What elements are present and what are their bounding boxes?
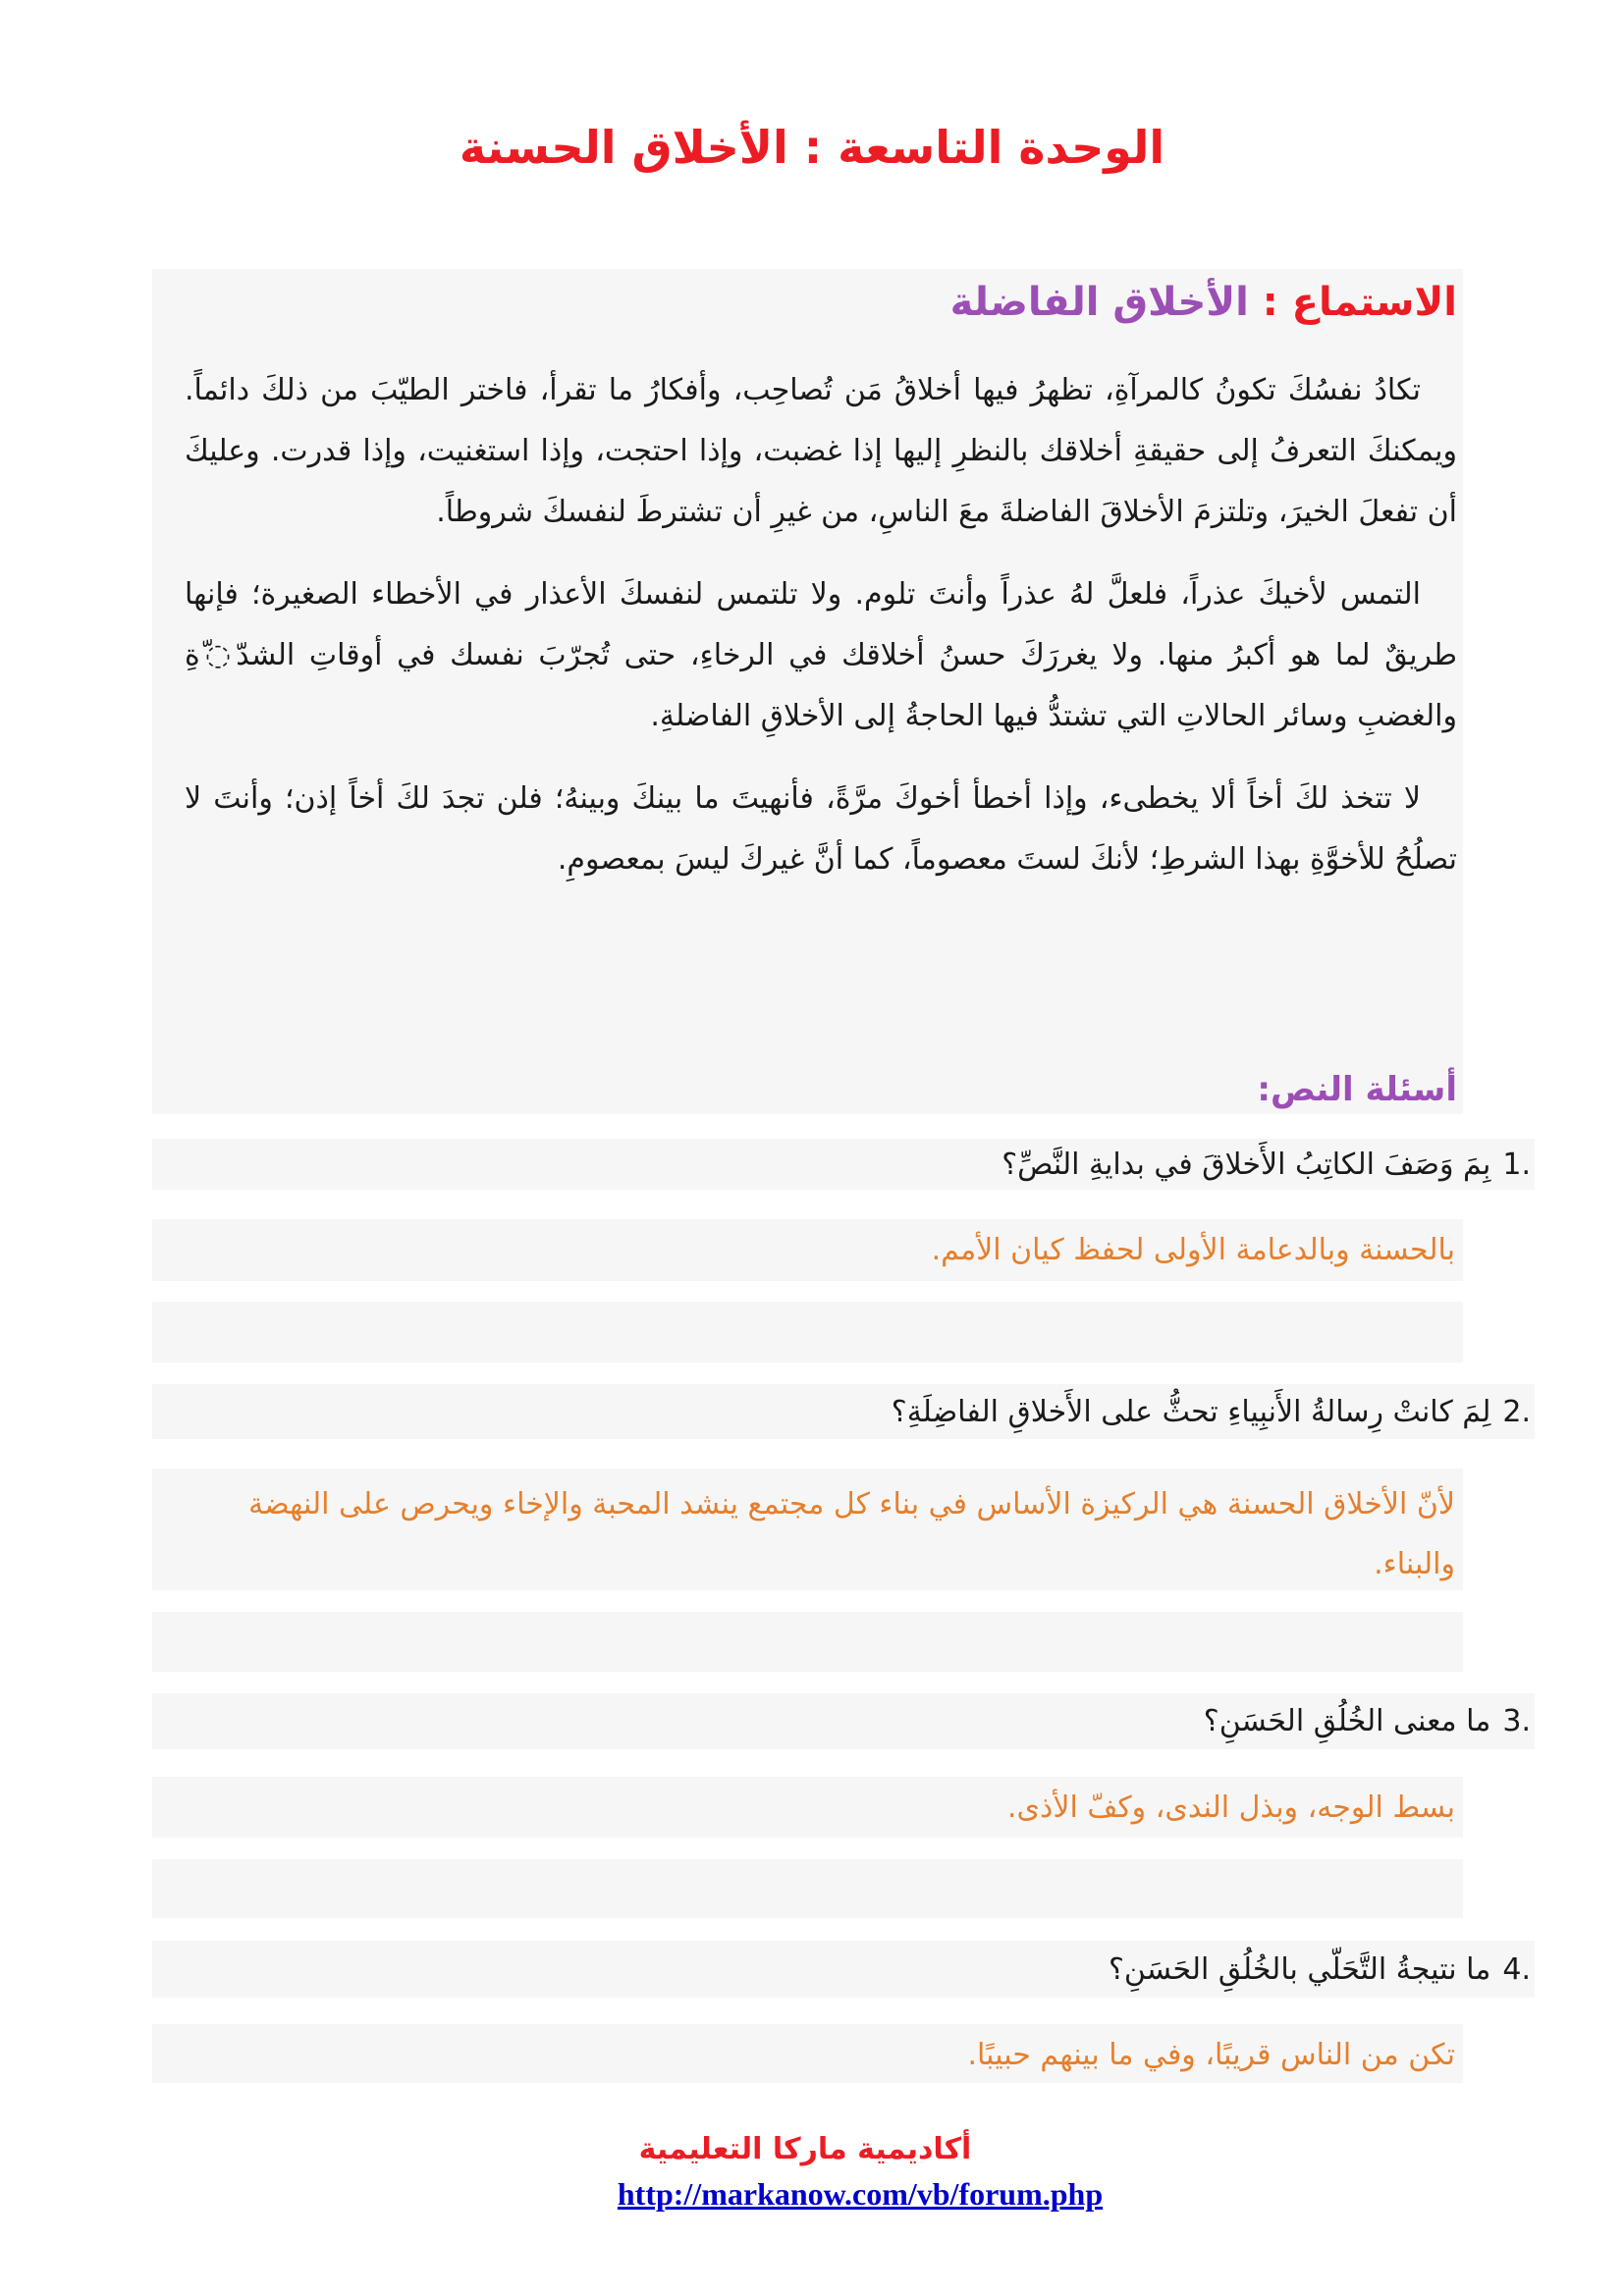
question-text: ما نتيجةُ التَّحَلّي بالخُلُقِ الحَسَنِ؟ <box>1108 1951 1491 1987</box>
forum-link[interactable]: http://markanow.com/vb/forum.php <box>617 2176 1104 2212</box>
listening-topic: الأخلاق الفاضلة <box>949 280 1263 325</box>
answer-4: تكن من الناس قريبًا، وفي ما بينهم حبيبًا. <box>152 2024 1463 2083</box>
answer-1: بالحسنة وبالدعامة الأولى لحفظ كيان الأمم. <box>152 1219 1463 1281</box>
listening-heading <box>185 277 1457 328</box>
passage-paragraph-3: لا تتخذ لكَ أخاً ألا يخطىء، وإذا أخطأ أخوكَ مرَّةً، فأنهيتَ ما بينكَ وبينهُ؛ فلن تجدَ لكَ أخاً إذن؛ وأنتَ لا تصلُحُ للأخوَّةِ بهذا الشرطِ؛ لأنكَ لستَ معصوماً، كما أنَّ غيركَ ليسَ بمعصومِ. <box>185 781 1457 877</box>
question-2-bar <box>152 1384 1535 1439</box>
question-1-bar <box>152 1139 1535 1190</box>
unit-title: الوحدة التاسعة : الأخلاق الحسنة <box>459 121 1165 174</box>
questions-heading: أسئلة النص: <box>1257 1070 1457 1109</box>
question-number: 4. <box>1502 1951 1531 1987</box>
question-number: 3. <box>1502 1704 1531 1738</box>
question-number: 2. <box>1502 1394 1531 1429</box>
listening-label: الاستماع : <box>1262 280 1457 325</box>
passage-paragraph-2: التمس لأخيكَ عذراً، فلعلَّ لهُ عذراً وأنتَ تلوم. ولا تلتمس لنفسكَ الأعذار في الأخطاء الصغيرة؛ فإنها طريقٌ لما هو أكبرُ منها. ولا يغررَكَ حسنُ أخلاقك في الرخاءِ، حتى تُجرّبَ نفسك في أوقاتِ الشدّ◌ّةِ والغضبِ وسائر الحالاتِ التي تشتدُّ فيها الحاجةُ إلى الأخلاقِ الفاضلةِ. <box>185 577 1457 733</box>
answer-blank-line <box>152 1859 1463 1918</box>
passage-paragraph-1: تكادُ نفسُكَ تكونُ كالمرآةِ، تظهرُ فيها أخلاقُ مَن تُصاحِب، وأفكارُ ما تقرأ، فاختر الطيّبَ من ذلكَ دائماً. ويمكنكَ التعرفُ إلى حقيقةِ أخلاقك بالنظرِ إليها إذا غضبت، وإذا احتجت، وإذا استغنيت، وإذا قدرت. وعليكَ أن تفعلَ الخيرَ، وتلتزمَ الأخلاقَ الفاضلةَ معَ الناسِ، من غيرِ أن تشترطَ لنفسكَ شروطاً. <box>185 373 1457 529</box>
answer-blank-line <box>152 1612 1463 1672</box>
answer-3: بسط الوجه، وبذل الندى، وكفّ الأذى. <box>152 1777 1463 1838</box>
question-number: 1. <box>1502 1147 1531 1182</box>
question-text: لِمَ كانتْ رِسالةُ الأَنبِياءِ تحثُّ على الأَخلاقِ الفاضِلَةِ؟ <box>891 1394 1491 1429</box>
answer-2: لأنّ الأخلاق الحسنة هي الركيزة الأساس في بناء كل مجتمع ينشد المحبة والإخاء ويحرص على النهضة والبناء. <box>152 1468 1463 1590</box>
academy-name: أكاديمية ماركا التعليمية <box>638 2132 972 2166</box>
question-4-bar <box>152 1941 1535 1998</box>
listening-passage-panel <box>152 269 1463 1114</box>
question-text: ما معنى الخُلُقِ الحَسَنِ؟ <box>1203 1704 1491 1738</box>
question-3-bar <box>152 1693 1535 1749</box>
question-text: بِمَ وَصَفَ الكاتِبُ الأَخلاقَ في بدايةِ النَّصِّ؟ <box>1001 1147 1491 1182</box>
answer-blank-line <box>152 1302 1463 1362</box>
